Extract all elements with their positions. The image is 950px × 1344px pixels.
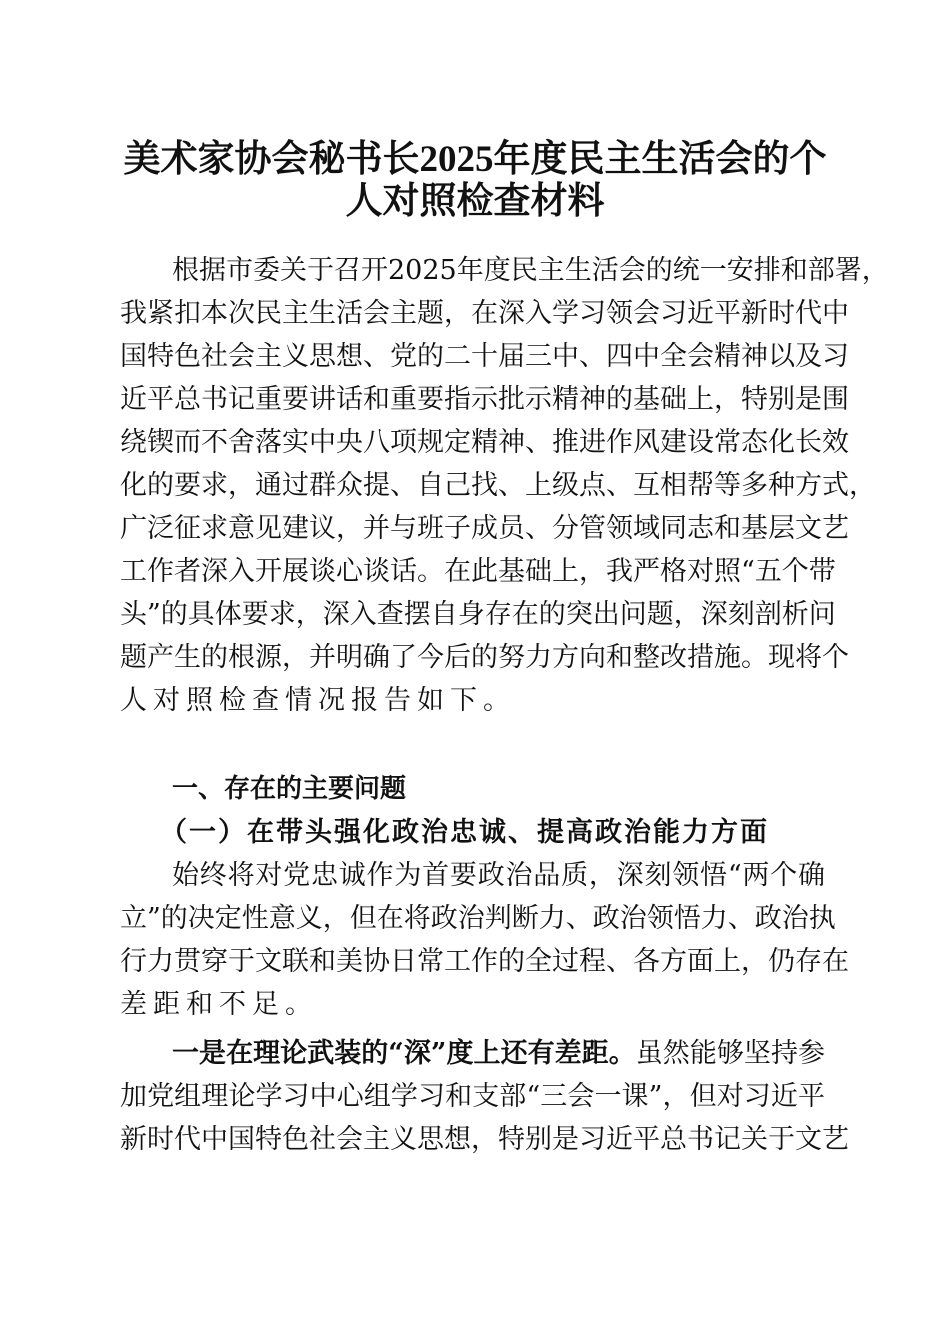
- paragraph-line: 新时代中国特色社会主义思想，特别是习近平总书记关于文艺: [120, 1124, 849, 1155]
- section-heading: 一、存在的主要问题: [172, 774, 407, 804]
- point-lead: 一是在理论武装的“深”度上还有差距。: [172, 1038, 636, 1069]
- intro-line: 头”的具体要求，深入查摆自身存在的突出问题，深刻剖析问: [120, 599, 836, 630]
- intro-line: 广泛征求意见建议，并与班子成员、分管领域同志和基层文艺: [120, 513, 849, 544]
- intro-line: 工作者深入开展谈心谈话。在此基础上，我严格对照“五个带: [120, 556, 836, 587]
- paragraph-line: 立”的决定性意义，但在将政治判断力、政治领悟力、政治执: [120, 903, 836, 934]
- paragraph-line: 差距和不足。: [120, 989, 318, 1020]
- document-title-line-2: 人对照检查材料: [345, 181, 605, 222]
- intro-line: 近平总书记重要讲话和重要指示批示精神的基础上，特别是围: [120, 384, 849, 415]
- paragraph-line: 行力贯穿于文联和美协日常工作的全过程、各方面上，仍存在: [120, 946, 849, 977]
- intro-line: 绕锲而不舍落实中央八项规定精神、推进作风建设常态化长效: [120, 427, 849, 458]
- document-title-line-1: 美术家协会秘书长2025年度民主生活会的个: [123, 139, 827, 180]
- intro-line: 题产生的根源，并明确了今后的努力方向和整改措施。现将个: [120, 642, 849, 673]
- intro-line: 国特色社会主义思想、党的二十届三中、四中全会精神以及习: [120, 341, 849, 372]
- intro-line: 人对照检查情况报告如下。: [120, 685, 516, 716]
- paragraph-line: 始终将对党忠诚作为首要政治品质，深刻领悟“两个确: [172, 860, 825, 891]
- paragraph-line: [172, 1032, 825, 1075]
- intro-line: 化的要求，通过群众提、自己找、上级点、互相帮等多种方式，: [120, 470, 876, 501]
- intro-line: 根据市委关于召开2025年度民主生活会的统一安排和部署，: [172, 255, 889, 286]
- point-text: 虽然能够坚持参: [635, 1038, 825, 1069]
- paragraph-line: 加党组理论学习中心组学习和支部“三会一课”，但对习近平: [120, 1081, 825, 1112]
- intro-line: 我紧扣本次民主生活会主题，在深入学习领会习近平新时代中: [120, 298, 849, 329]
- subsection-heading: （一）在带头强化政治忠诚、提高政治能力方面: [160, 817, 769, 848]
